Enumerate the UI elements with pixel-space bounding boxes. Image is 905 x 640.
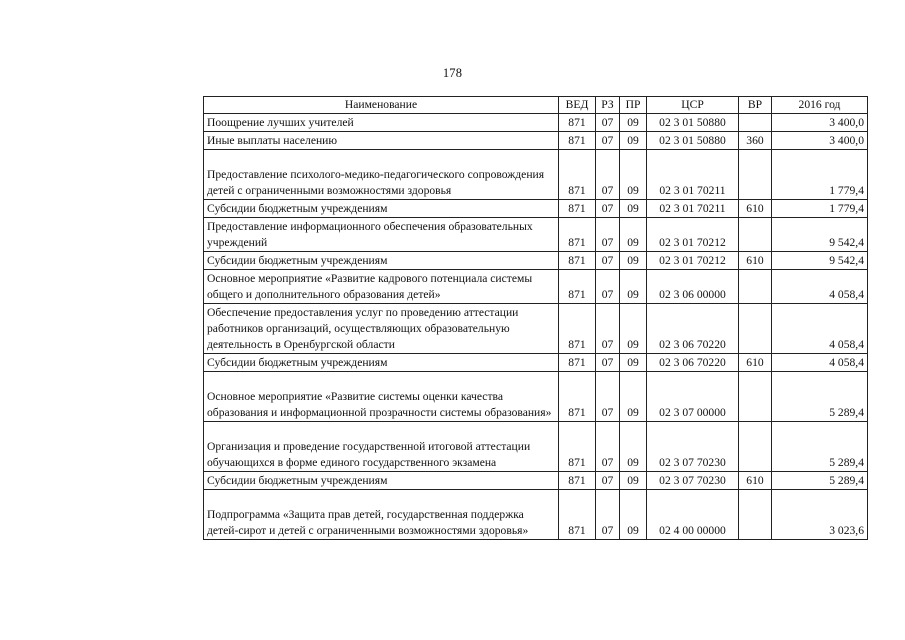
row-vr-cell xyxy=(739,490,772,540)
row-amount-cell: 5 289,4 xyxy=(772,472,868,490)
row-vr-cell: 610 xyxy=(739,252,772,270)
column-header-ved: ВЕД xyxy=(559,97,596,114)
column-header-pr: ПР xyxy=(620,97,647,114)
row-amount-cell: 5 289,4 xyxy=(772,422,868,472)
row-amount-cell: 9 542,4 xyxy=(772,252,868,270)
row-pr-cell: 09 xyxy=(620,372,647,422)
column-header-year: 2016 год xyxy=(772,97,868,114)
row-name-cell: Организация и проведение государственной итоговой аттестации обучающихся в форме единого государственного экзамена xyxy=(204,422,559,472)
row-csr-cell: 02 3 01 70211 xyxy=(647,200,739,218)
row-ved-cell: 871 xyxy=(559,372,596,422)
row-amount-cell: 4 058,4 xyxy=(772,270,868,304)
row-rz-cell: 07 xyxy=(596,200,620,218)
row-pr-cell: 09 xyxy=(620,472,647,490)
table-row xyxy=(204,114,868,132)
row-vr-cell xyxy=(739,422,772,472)
row-pr-cell: 09 xyxy=(620,200,647,218)
row-csr-cell: 02 3 07 00000 xyxy=(647,372,739,422)
row-amount-cell: 3 400,0 xyxy=(772,132,868,150)
row-pr-cell: 09 xyxy=(620,252,647,270)
table-row xyxy=(204,218,868,252)
row-rz-cell: 07 xyxy=(596,132,620,150)
row-pr-cell: 09 xyxy=(620,114,647,132)
row-name-cell: Субсидии бюджетным учреждениям xyxy=(204,200,559,218)
column-header-rz: РЗ xyxy=(596,97,620,114)
row-name-cell: Предоставление информационного обеспечения образовательных учреждений xyxy=(204,218,559,252)
row-ved-cell: 871 xyxy=(559,472,596,490)
row-name-cell: Поощрение лучших учителей xyxy=(204,114,559,132)
row-pr-cell: 09 xyxy=(620,422,647,472)
column-header-name: Наименование xyxy=(204,97,559,114)
row-name-cell: Иные выплаты населению xyxy=(204,132,559,150)
row-name-cell: Предоставление психолого-медико-педагогического сопровождения детей с ограниченными возможностями здоровья xyxy=(204,150,559,200)
row-csr-cell: 02 3 06 70220 xyxy=(647,304,739,354)
column-header-vr: ВР xyxy=(739,97,772,114)
table-row xyxy=(204,490,868,540)
row-vr-cell: 610 xyxy=(739,472,772,490)
row-amount-cell: 9 542,4 xyxy=(772,218,868,252)
row-ved-cell: 871 xyxy=(559,304,596,354)
row-csr-cell: 02 3 01 50880 xyxy=(647,132,739,150)
table-row xyxy=(204,422,868,472)
table-row xyxy=(204,150,868,200)
row-rz-cell: 07 xyxy=(596,304,620,354)
table-row xyxy=(204,304,868,354)
row-rz-cell: 07 xyxy=(596,150,620,200)
row-csr-cell: 02 3 06 00000 xyxy=(647,270,739,304)
row-amount-cell: 4 058,4 xyxy=(772,304,868,354)
row-name-cell: Субсидии бюджетным учреждениям xyxy=(204,354,559,372)
row-vr-cell: 360 xyxy=(739,132,772,150)
table-row xyxy=(204,200,868,218)
row-amount-cell: 1 779,4 xyxy=(772,200,868,218)
row-ved-cell: 871 xyxy=(559,354,596,372)
row-csr-cell: 02 3 07 70230 xyxy=(647,422,739,472)
row-vr-cell xyxy=(739,150,772,200)
row-ved-cell: 871 xyxy=(559,270,596,304)
row-vr-cell xyxy=(739,218,772,252)
row-name-cell: Подпрограмма «Защита прав детей, государственная поддержка детей-сирот и детей с ограниченными возможностями здоровья» xyxy=(204,490,559,540)
row-csr-cell: 02 4 00 00000 xyxy=(647,490,739,540)
table-row xyxy=(204,132,868,150)
row-ved-cell: 871 xyxy=(559,490,596,540)
row-ved-cell: 871 xyxy=(559,218,596,252)
budget-table xyxy=(203,96,868,540)
table-row xyxy=(204,472,868,490)
row-csr-cell: 02 3 06 70220 xyxy=(647,354,739,372)
row-name-cell: Основное мероприятие «Развитие системы оценки качества образования и информационной прозрачности системы образования» xyxy=(204,372,559,422)
row-ved-cell: 871 xyxy=(559,114,596,132)
row-ved-cell: 871 xyxy=(559,150,596,200)
row-amount-cell: 1 779,4 xyxy=(772,150,868,200)
row-vr-cell xyxy=(739,304,772,354)
row-csr-cell: 02 3 01 50880 xyxy=(647,114,739,132)
row-ved-cell: 871 xyxy=(559,132,596,150)
row-csr-cell: 02 3 07 70230 xyxy=(647,472,739,490)
row-csr-cell: 02 3 01 70212 xyxy=(647,218,739,252)
row-name-cell: Субсидии бюджетным учреждениям xyxy=(204,252,559,270)
column-header-csr: ЦСР xyxy=(647,97,739,114)
row-rz-cell: 07 xyxy=(596,372,620,422)
row-amount-cell: 3 023,6 xyxy=(772,490,868,540)
row-rz-cell: 07 xyxy=(596,354,620,372)
row-rz-cell: 07 xyxy=(596,490,620,540)
row-rz-cell: 07 xyxy=(596,422,620,472)
row-pr-cell: 09 xyxy=(620,354,647,372)
table-row xyxy=(204,270,868,304)
table-row xyxy=(204,354,868,372)
row-rz-cell: 07 xyxy=(596,218,620,252)
row-rz-cell: 07 xyxy=(596,270,620,304)
header-row xyxy=(204,97,868,114)
row-name-cell: Субсидии бюджетным учреждениям xyxy=(204,472,559,490)
row-pr-cell: 09 xyxy=(620,132,647,150)
row-pr-cell: 09 xyxy=(620,150,647,200)
row-name-cell: Обеспечение предоставления услуг по проведению аттестации работников организаций, осуществляющих образовательную деятельность в Оренбургской области xyxy=(204,304,559,354)
row-vr-cell xyxy=(739,372,772,422)
row-amount-cell: 3 400,0 xyxy=(772,114,868,132)
row-vr-cell: 610 xyxy=(739,200,772,218)
row-csr-cell: 02 3 01 70211 xyxy=(647,150,739,200)
row-ved-cell: 871 xyxy=(559,252,596,270)
row-rz-cell: 07 xyxy=(596,252,620,270)
row-vr-cell xyxy=(739,114,772,132)
row-ved-cell: 871 xyxy=(559,422,596,472)
row-pr-cell: 09 xyxy=(620,490,647,540)
row-name-cell: Основное мероприятие «Развитие кадрового потенциала системы общего и дополнительного образования детей» xyxy=(204,270,559,304)
row-amount-cell: 4 058,4 xyxy=(772,354,868,372)
table-row xyxy=(204,372,868,422)
row-rz-cell: 07 xyxy=(596,114,620,132)
row-rz-cell: 07 xyxy=(596,472,620,490)
page-number: 178 xyxy=(442,66,463,80)
row-vr-cell: 610 xyxy=(739,354,772,372)
table-row xyxy=(204,252,868,270)
row-pr-cell: 09 xyxy=(620,304,647,354)
row-ved-cell: 871 xyxy=(559,200,596,218)
row-csr-cell: 02 3 01 70212 xyxy=(647,252,739,270)
row-amount-cell: 5 289,4 xyxy=(772,372,868,422)
row-pr-cell: 09 xyxy=(620,270,647,304)
row-vr-cell xyxy=(739,270,772,304)
row-pr-cell: 09 xyxy=(620,218,647,252)
